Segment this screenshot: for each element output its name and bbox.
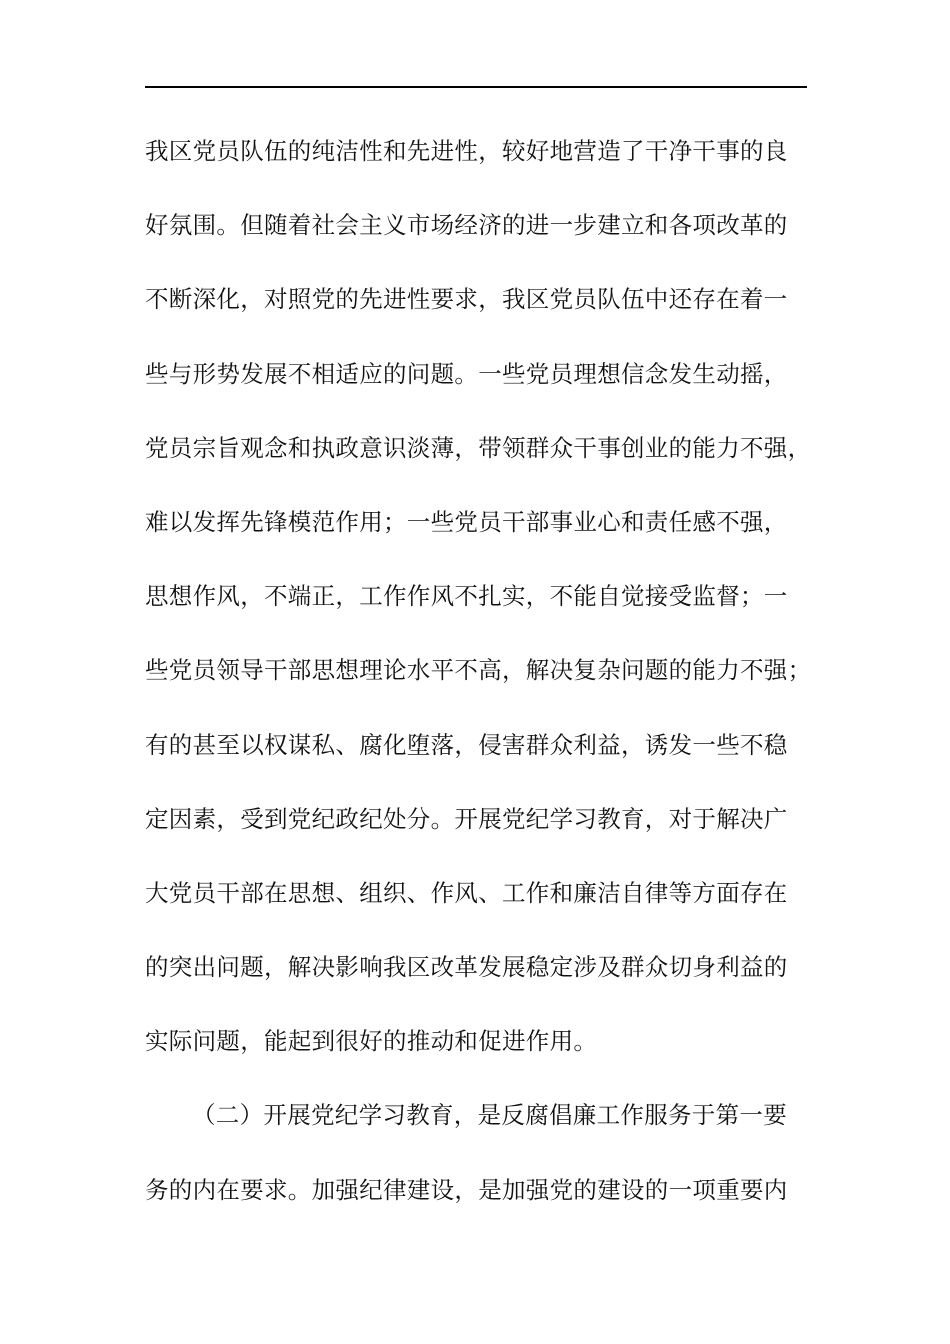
text-line: 的突出问题，解决影响我区改革发展稳定涉及群众切身利益的 [145,953,788,982]
text-line: 务的内在要求。加强纪律建设，是加强党的建设的一项重要内 [145,1175,788,1204]
text-line: 有的甚至以权谋私、腐化堕落，侵害群众利益，诱发一些不稳 [145,730,788,759]
text-line: 实际问题，能起到很好的推动和促进作用。 [145,1027,598,1056]
text-line: 定因素，受到党纪政纪处分。开展党纪学习教育，对于解决广 [145,804,788,833]
text-line: 党员宗旨观念和执政意识淡薄，带领群众干事创业的能力不强， [145,433,812,462]
text-line: 难以发挥先锋模范作用；一些党员干部事业心和责任感不强， [145,507,788,536]
text-line: 我区党员队伍的纯洁性和先进性，较好地营造了干净干事的良 [145,137,788,165]
text-line: 思想作风，不端正，工作作风不扎实，不能自觉接受监督；一 [145,582,788,611]
body-text [145,128,835,1241]
section-heading-line: （二）开展党纪学习教育，是反腐倡廉工作服务于第一要 [192,1101,787,1130]
header-rule [145,86,807,88]
text-line: 不断深化，对照党的先进性要求，我区党员队伍中还存在着一 [145,285,788,314]
text-line: 些党员领导干部思想理论水平不高，解决复杂问题的能力不强； [145,656,812,685]
text-line: 大党员干部在思想、组织、作风、工作和廉洁自律等方面存在 [145,878,788,907]
text-line: 好氛围。但随着社会主义市场经济的进一步建立和各项改革的 [145,211,788,240]
text-line: 些与形势发展不相适应的问题。一些党员理想信念发生动摇， [145,359,788,388]
